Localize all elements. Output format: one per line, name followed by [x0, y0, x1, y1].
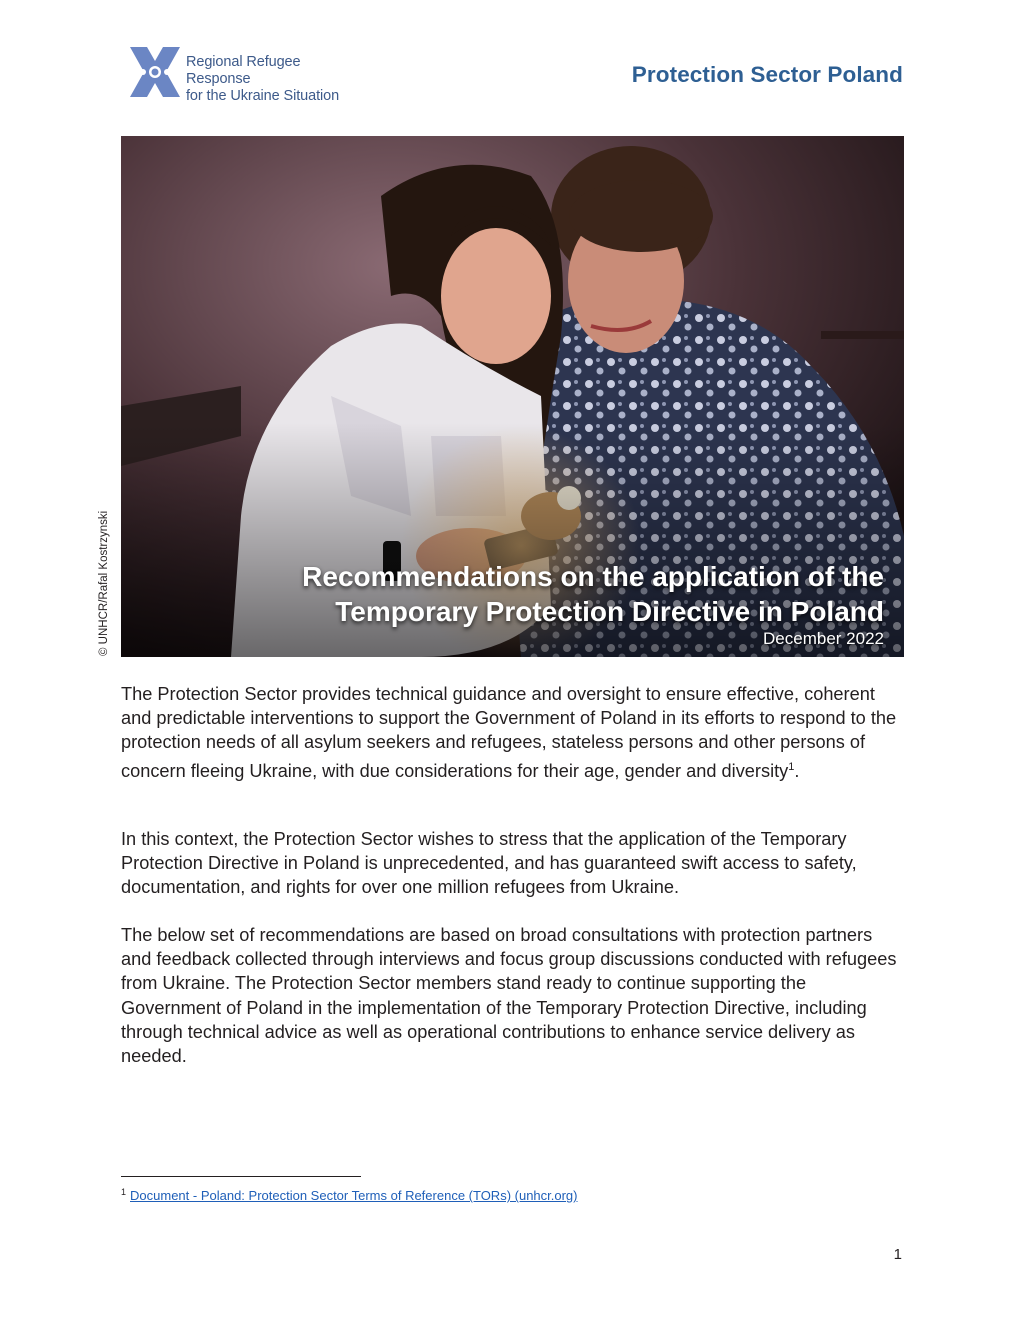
- footnote-link[interactable]: Document - Poland: Protection Sector Terms of Reference (TORs) (unhcr.org): [130, 1188, 578, 1204]
- intro-paragraph: [121, 682, 907, 783]
- footnote-divider: [121, 1176, 361, 1177]
- footnote-number: 1: [121, 1187, 127, 1197]
- sector-title: Protection Sector Poland: [631, 62, 903, 87]
- footnote-reference[interactable]: 1: [788, 760, 795, 773]
- recommendations-paragraph: The below set of recommendations are based on broad consultations with protection partners and feedback collected through interviews and focus group discussions conducted with refugees from Ukraine. The Protection Sector members stand ready to continue supporting the Government of Poland in the implementation of the Temporary Protection Directive, including through technical advice as well as operational contributions to enhance service delivery as needed.: [121, 925, 897, 1067]
- footnote: [121, 1187, 578, 1203]
- intro-paragraph-end: .: [794, 760, 800, 781]
- intro-paragraph-text: The Protection Sector provides technical guidance and oversight to ensure effective, coherent and predictable interventions to support the Government of Poland in its efforts to respond to the protection needs of all asylum seekers and refugees, stateless persons and other persons of concern fleeing Ukraine, with due considerations for their age, gender and diversity: [121, 684, 897, 781]
- document-title-line2: Temporary Protection Directive in Poland: [335, 596, 884, 627]
- logo-x-icon: [126, 44, 184, 100]
- hero-photo: [121, 136, 904, 657]
- logo-text-line1: Regional Refugee Response: [186, 54, 301, 87]
- document-title: [302, 559, 884, 629]
- context-paragraph: In this context, the Protection Sector wishes to stress that the application of the Temporary Protection Directive in Poland is unprecedented, and has guaranteed swift access to safety, documentation, and rights for over one million refugees from Ukraine.: [121, 829, 857, 898]
- document-title-line1: Recommendations on the application of the: [302, 561, 884, 592]
- regional-refugee-response-logo: [126, 44, 366, 104]
- logo-text-line2: for the Ukraine Situation: [186, 88, 340, 104]
- document-date: December 2022: [763, 629, 884, 648]
- logo-text: [186, 54, 366, 105]
- photo-credit: © UNHCR/Rafal Kostrzynski: [98, 510, 110, 656]
- page-number: 1: [893, 1246, 902, 1263]
